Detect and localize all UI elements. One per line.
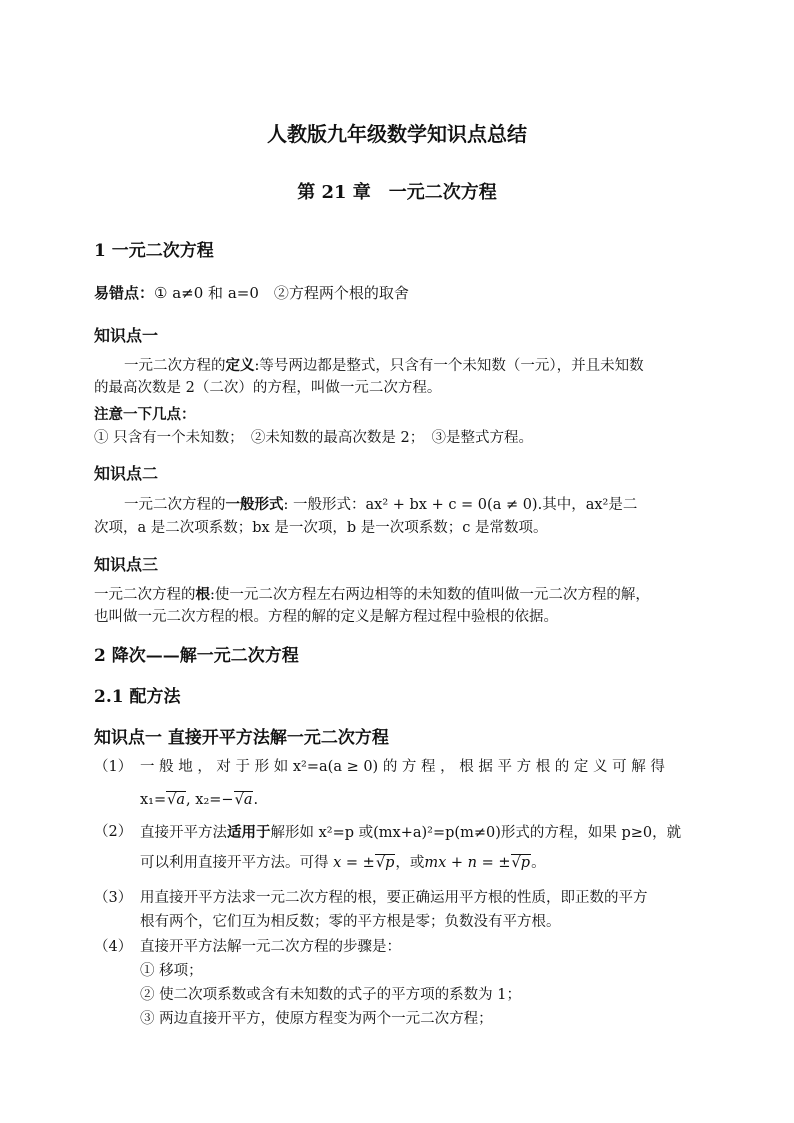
item-3-line-1: 用直接开平方法求一元二次方程的根，要正确运用平方根的性质，即正数的平方 <box>140 890 648 906</box>
item-2-end: 。 <box>531 855 546 871</box>
x2-eq: , x₂=− <box>186 792 234 808</box>
section-2-heading: 2 降次——解一元二次方程 <box>94 646 299 666</box>
k1-line-2: 的最高次数是 2（二次）的方程，叫做一元二次方程。 <box>94 380 442 396</box>
step-2: ② 使二次项系数或含有未知数的式子的平方项的系数为 1； <box>140 987 521 1003</box>
sqrt-icon: √p <box>511 855 531 871</box>
x1-eq: x₁= <box>140 792 167 808</box>
sqrt-a-2: a <box>243 792 253 808</box>
k1-term: 定义 <box>225 357 255 374</box>
item-3-line-2: 根有两个，它们互为相反数；零的平方根是零；负数没有平方根。 <box>140 914 561 930</box>
item-2-term: 适用于 <box>227 824 271 841</box>
step-1: ① 移项； <box>140 963 203 979</box>
item-2-text-prefix: 可以利用直接开平方法。可得 <box>140 855 334 871</box>
chapter-title: 第 21 章 一元二次方程 <box>297 182 497 203</box>
sqrt-icon: √p <box>375 855 395 871</box>
item-4-number: （4） <box>94 939 133 955</box>
k3-line-1 <box>94 584 650 606</box>
k2-term: 一般形式 <box>225 496 284 513</box>
item-1-line-2 <box>140 790 258 811</box>
k3-text-a: 一元二次方程的 <box>94 587 196 603</box>
item-2-text-c: 解形如 x²=p 或(mx+a)²=p(m≠0)形式的方程，如果 p≥0，就 <box>270 825 682 841</box>
errors-text: ① a≠0 和 a=0 ②方程两个根的取舍 <box>154 284 409 302</box>
item-2-line-1 <box>140 822 700 844</box>
knowledge-point-3-title: 知识点三 <box>94 555 159 574</box>
period: . <box>253 792 259 808</box>
item-2-number: （2） <box>94 824 133 840</box>
sqrt-p-1: p <box>385 855 395 871</box>
item-4-line-1: 直接开平方法解一元二次方程的步骤是： <box>140 939 401 955</box>
errors-label: 易错点： <box>94 284 155 302</box>
item-3-number: （3） <box>94 890 133 906</box>
item-1-number: （1） <box>94 759 133 775</box>
section-1-heading: 1 一元二次方程 <box>94 241 214 261</box>
formula-x: x = ± <box>333 855 375 871</box>
k1-text-c: :等号两边都是整式，只含有一个未知数（一元），并且未知数 <box>254 358 644 374</box>
sqrt-a-1: a <box>176 792 186 808</box>
k2-line-2: 次项，a 是二次项系数；bx 是一次项，b 是一次项系数；c 是常数项。 <box>94 520 548 536</box>
note-text: ① 只含有一个未知数； ②未知数的最高次数是 2； ③是整式方程。 <box>94 430 533 446</box>
errors-line <box>94 283 409 304</box>
knowledge-point-2-title: 知识点二 <box>94 464 159 483</box>
k2-text-a: 一元二次方程的 <box>124 497 226 513</box>
item-2-line-2 <box>140 853 546 874</box>
k1-line-1 <box>124 355 644 377</box>
doc-title: 人教版九年级数学知识点总结 <box>267 122 527 146</box>
sqrt-p-2: p <box>520 855 531 871</box>
note-label: 注意一下几点： <box>94 406 196 423</box>
sqrt-icon: √a <box>234 792 253 808</box>
step-3: ③ 两边直接开平方，使原方程变为两个一元二次方程； <box>140 1011 493 1027</box>
k2-line-1 <box>124 494 637 516</box>
or-text: ，或 <box>395 855 425 871</box>
item-2-text-a: 直接开平方法 <box>140 825 227 841</box>
k3-term: 根 <box>195 586 210 603</box>
knowledge-point-1-title: 知识点一 <box>94 326 159 345</box>
sqrt-icon: √a <box>167 792 186 808</box>
k3-line-2: 也叫做一元二次方程的根。方程的解的定义是解方程过程中验根的依据。 <box>94 609 558 625</box>
k1-text-a: 一元二次方程的 <box>124 358 226 374</box>
k3-text-c: :使一元二次方程左右两边相等的未知数的值叫做一元二次方程的解， <box>210 587 650 603</box>
subsection-2-1-heading: 2.1 配方法 <box>94 687 181 707</box>
item-1-line-1: 一 般 地 ， 对 于 形 如 x²=a(a ≥ 0) 的 方 程 ， 根 据 平 方 根 的 定 义 可 解 得 <box>140 759 665 775</box>
k2-text-c: : 一般形式：ax² + bx + c = 0(a ≠ 0).其中，ax²是二 <box>283 497 638 513</box>
formula-mx: mx + n = ± <box>424 855 511 871</box>
direct-sqrt-method-title: 知识点一 直接开平方法解一元二次方程 <box>94 728 389 748</box>
